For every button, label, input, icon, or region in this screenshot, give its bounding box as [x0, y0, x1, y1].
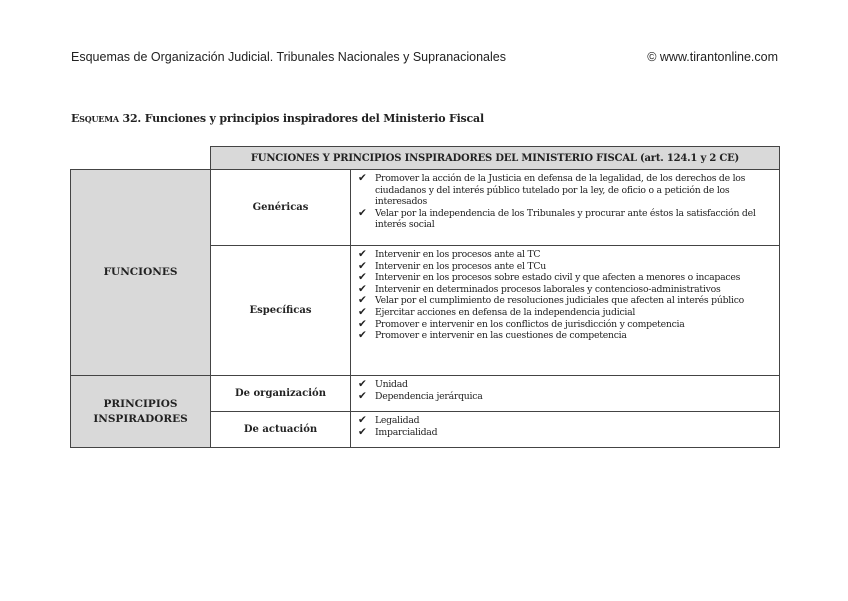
check-icon: ✔	[358, 305, 367, 318]
group-funciones: FUNCIONES	[71, 170, 211, 376]
check-icon: ✔	[358, 317, 367, 330]
genericas-list	[357, 173, 773, 231]
check-icon: ✔	[358, 206, 367, 219]
subgroup-especificas: Específicas	[211, 246, 351, 376]
list-item: ✔ Unidad	[358, 378, 408, 390]
list-item: ✔ Intervenir en determinados procesos laborales y contencioso-administrativos	[358, 282, 721, 295]
list-item: ✔ Legalidad	[358, 414, 420, 426]
check-icon: ✔	[358, 271, 367, 284]
actuacion-items	[351, 412, 780, 448]
actuacion-list	[357, 415, 773, 438]
scheme-number: Esquema 32.	[71, 112, 142, 125]
check-icon: ✔	[358, 329, 367, 342]
running-header-website: © www.tirantonline.com	[647, 50, 778, 64]
list-item: ✔ Intervenir en los procesos ante al TC	[358, 248, 541, 260]
especificas-items	[351, 246, 780, 376]
check-icon: ✔	[358, 172, 367, 184]
check-icon: ✔	[358, 259, 367, 272]
check-icon: ✔	[358, 378, 367, 390]
especificas-list	[357, 249, 773, 342]
list-item: ✔ Promover la acción de la Justicia en defensa de la legalidad, de los derechos de los ciudadanos y del interés público tutelado por la ley, de oficio o a petición de los interesados	[358, 172, 746, 208]
list-item: ✔ Dependencia jerárquica	[358, 389, 483, 402]
list-item: ✔ Ejercitar acciones en defensa de la independencia judicial	[358, 305, 636, 318]
list-item: ✔ Intervenir en los procesos ante el TCu	[358, 259, 546, 272]
subgroup-genericas: Genéricas	[211, 170, 351, 246]
list-item: ✔ Intervenir en los procesos sobre estado civil y que afecten a menores o incapaces	[358, 271, 741, 284]
check-icon: ✔	[358, 389, 367, 402]
table-corner-blank	[71, 147, 211, 170]
running-header-title: Esquemas de Organización Judicial. Tribunales Nacionales y Supranacionales	[71, 50, 506, 64]
check-icon: ✔	[358, 414, 367, 426]
check-icon: ✔	[358, 425, 367, 438]
list-item: ✔ Promover e intervenir en las cuestiones de competencia	[358, 329, 627, 342]
scheme-table	[70, 146, 780, 448]
check-icon: ✔	[358, 282, 367, 295]
list-item: ✔ Imparcialidad	[358, 425, 438, 438]
subgroup-organizacion: De organización	[211, 376, 351, 412]
subgroup-actuacion: De actuación	[211, 412, 351, 448]
list-item: ✔ Promover e intervenir en los conflictos de jurisdicción y competencia	[358, 317, 685, 330]
organizacion-list	[357, 379, 773, 402]
group-principios: PRINCIPIOS INSPIRADORES	[71, 376, 211, 448]
check-icon: ✔	[358, 294, 367, 307]
list-item: ✔ Velar por la independencia de los Tribunales y procurar ante éstos la satisfacción del interés social	[358, 206, 756, 231]
list-item: ✔ Velar por el cumplimiento de resoluciones judiciales que afecten al interés público	[358, 294, 745, 307]
check-icon: ✔	[358, 248, 367, 260]
organizacion-items	[351, 376, 780, 412]
genericas-items	[351, 170, 780, 246]
table-heading: FUNCIONES Y PRINCIPIOS INSPIRADORES DEL MINISTERIO FISCAL (art. 124.1 y 2 CE)	[211, 147, 780, 170]
scheme-caption	[71, 112, 484, 125]
scheme-title: Funciones y principios inspiradores del Ministerio Fiscal	[144, 112, 484, 125]
